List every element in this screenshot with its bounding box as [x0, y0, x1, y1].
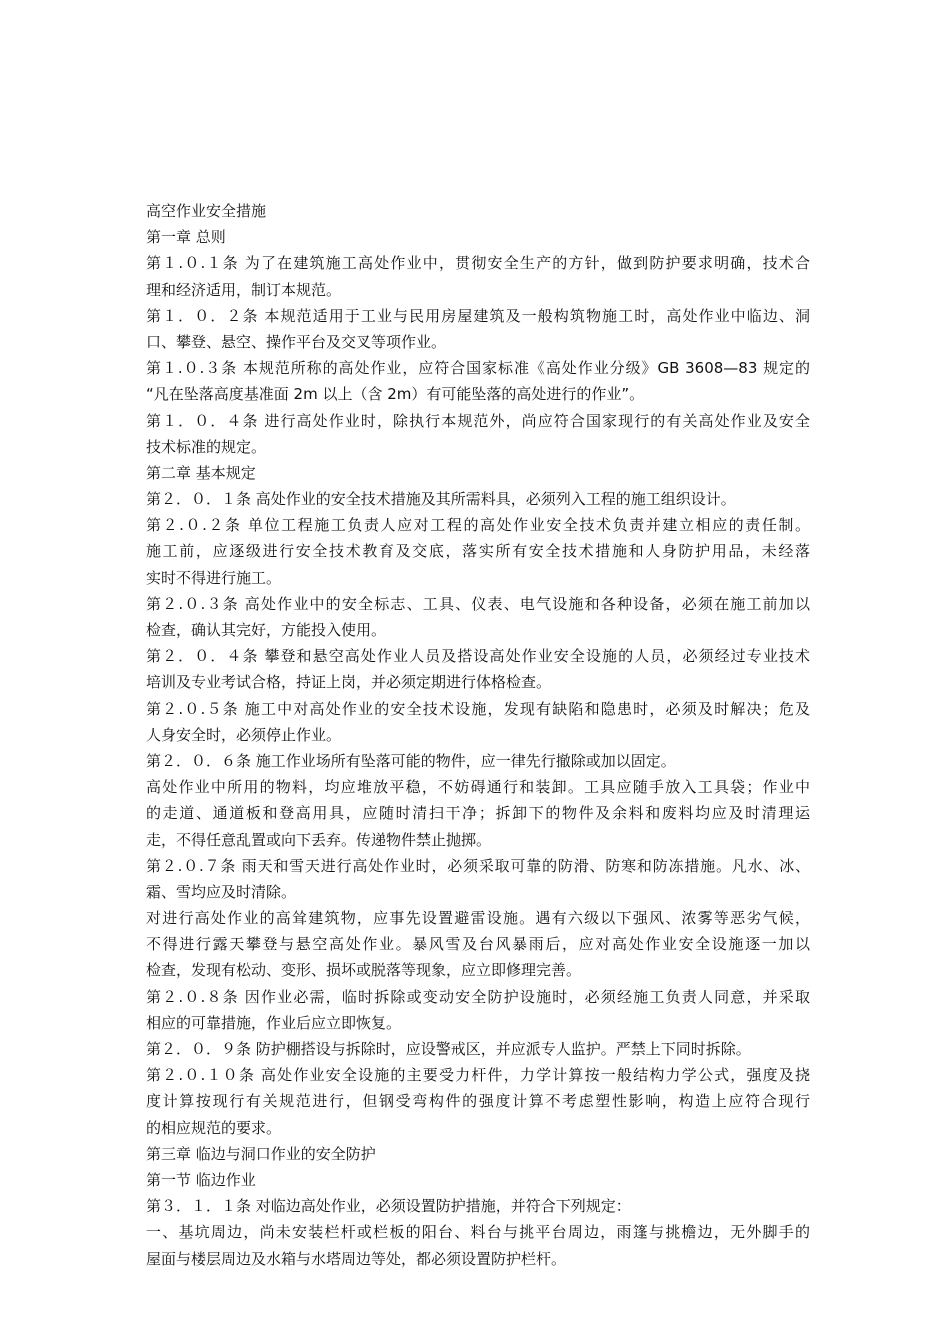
text-line: 理和经济适用，制订本规范。 — [146, 280, 342, 299]
text-line: 第２．０．６条 施工作业场所有坠落可能的物件，应一律先行撤除或加以固定。 — [146, 751, 676, 770]
text-line: 度计算按现行有关规范进行，但钢受弯构件的强度计算不考虑塑性影响，构造上应符合现行 — [146, 1092, 810, 1111]
text-line: 第２.０.７条 雨天和雪天进行高处作业时，必须采取可靠的防滑、防寒和防冻措施。凡水、冰、 — [146, 856, 810, 875]
text-line: “凡在坠落高度基准面 2m 以上（含 2m）有可能坠落的高处进行的作业”。 — [146, 385, 645, 404]
text-line: 的走道、通道板和登高用具，应随时清扫干净；拆卸下的物件及余料和废料均应及时清理运 — [146, 804, 810, 823]
text-line: 第２.０.５条 施工中对高处作业的安全技术设施，发现有缺陷和隐患时，必须及时解决；危及 — [146, 699, 810, 718]
text-line: 对进行高处作业的高耸建筑物，应事先设置避雷设施。遇有六级以下强风、浓雾等恶劣气候， — [146, 909, 810, 928]
text-line: 技术标准的规定。 — [146, 437, 267, 456]
text-line: 第２．０．９条 防护棚搭设与拆除时，应设警戒区，并应派专人监护。严禁上下同时拆除。 — [146, 1040, 751, 1058]
text-line: 第２.０.２条 单位工程施工负责人应对工程的高处作业安全技术负责并建立相应的责任制。 — [146, 516, 810, 535]
text-line: 第１.０.３条 本规范所称的高处作业，应符合国家标准《高处作业分级》GB 3608—83 规定的 — [146, 359, 810, 378]
text-line: 走，不得任意乱置或向下丢弃。传递物件禁止抛掷。 — [146, 830, 492, 849]
text-line: 口、攀登、悬空、操作平台及交叉等项作业。 — [146, 332, 447, 351]
text-line: 实时不得进行施工。 — [146, 568, 282, 587]
text-line: 第３．１．１条 对临边高处作业，必须设置防护措施，并符合下列规定： — [146, 1197, 631, 1216]
text-line: 第１．０．４条 进行高处作业时，除执行本规范外，尚应符合国家现行的有关高处作业及安全 — [146, 411, 810, 430]
text-line: 第２.０.３条 高处作业中的安全标志、工具、仪表、电气设施和各种设备，必须在施工前加以 — [146, 594, 810, 613]
text-line: 人身安全时，必须停止作业。 — [146, 725, 342, 744]
text-line: 第１．０．２条 本规范适用于工业与民用房屋建筑及一般构筑物施工时，高处作业中临边、洞 — [146, 306, 810, 325]
text-line: 高处作业中所用的物料，均应堆放平稳，不妨碍通行和装卸。工具应随手放入工具袋；作业中 — [146, 778, 810, 797]
text-line: 第２．０．１条 高处作业的安全技术措施及其所需料具，必须列入工程的施工组织设计。 — [146, 490, 736, 509]
text-line: 不得进行露天攀登与悬空高处作业。暴风雪及台风暴雨后，应对高处作业安全设施逐一加以 — [146, 935, 810, 954]
chapter-heading: 第一章 总则 — [146, 228, 226, 247]
text-line: 培训及专业考试合格，持证上岗，并必须定期进行体格检查。 — [146, 673, 552, 692]
text-line: 第２.０.１０条 高处作业安全设施的主要受力杆件，力学计算按一般结构力学公式，强度及挠 — [146, 1066, 810, 1085]
text-line: 屋面与楼层周边及水箱与水塔周边等处，都必须设置防护栏杆。 — [146, 1249, 567, 1268]
text-line: 的相应规范的要求。 — [146, 1118, 282, 1137]
text-line: 相应的可靠措施，作业后应立即恢复。 — [146, 1013, 402, 1032]
text-line: 检查，确认其完好，方能投入使用。 — [146, 621, 387, 639]
text-line: 一、基坑周边，尚未安装栏杆或栏板的阳台、料台与挑平台周边，雨篷与挑檐边，无外脚手的 — [146, 1223, 810, 1242]
text-line: 第１.０.１条 为了在建筑施工高处作业中，贯彻安全生产的方针，做到防护要求明确，技术合 — [146, 254, 810, 273]
chapter-heading: 第三章 临边与洞口作业的安全防护 — [146, 1144, 376, 1163]
text-line: 施工前，应逐级进行安全技术教育及交底，落实所有安全技术措施和人身防护用品，未经落 — [146, 542, 810, 561]
document-body — [146, 198, 810, 1272]
document-title: 高空作业安全措施 — [146, 202, 267, 220]
text-line: 霜、雪均应及时清除。 — [146, 882, 297, 901]
chapter-heading: 第二章 基本规定 — [146, 463, 256, 482]
text-line: 第２．０．４条 攀登和悬空高处作业人员及搭设高处作业安全设施的人员，必须经过专业技术 — [146, 647, 810, 666]
section-heading: 第一节 临边作业 — [146, 1170, 256, 1189]
text-line: 第２.０.８条 因作业必需，临时拆除或变动安全防护设施时，必须经施工负责人同意，并采取 — [146, 987, 810, 1006]
text-line: 检查，发现有松动、变形、损坏或脱落等现象，应立即修理完善。 — [146, 961, 582, 980]
